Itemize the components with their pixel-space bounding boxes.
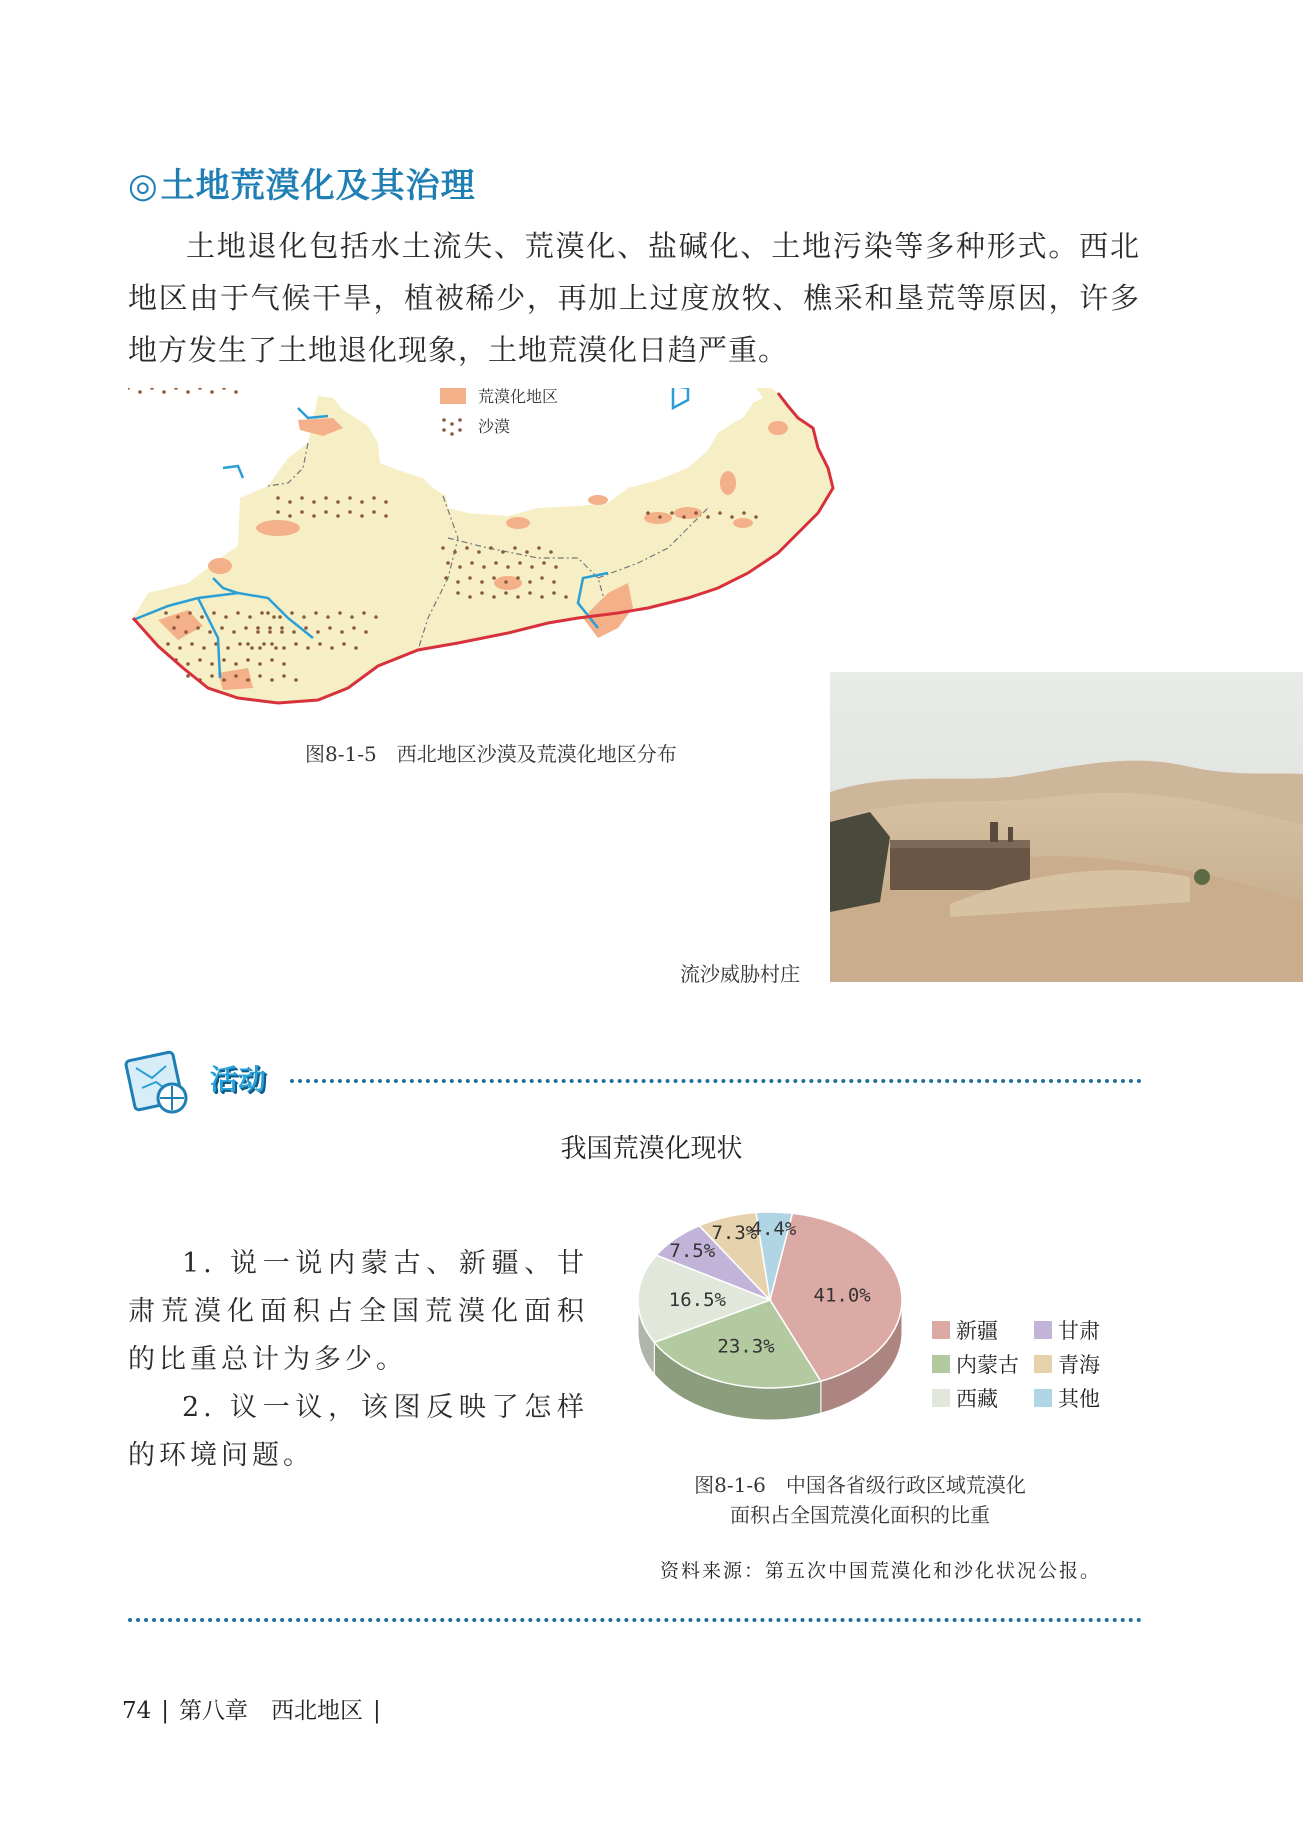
pie-legend-swatch-其他 xyxy=(1034,1389,1052,1407)
page-number: 74 xyxy=(122,1698,152,1724)
pie-legend-swatch-新疆 xyxy=(932,1321,950,1339)
legend-label-desertified: 荒漠化地区 xyxy=(478,388,559,406)
pie-caption-line-2: 面积占全国荒漠化面积的比重 xyxy=(730,1503,990,1527)
activity-map-icon xyxy=(122,1048,202,1118)
pie-legend-label-新疆: 新疆 xyxy=(956,1319,998,1343)
section-mark: ◎ xyxy=(128,166,159,206)
activity-divider-top xyxy=(290,1079,1142,1083)
data-source: 资料来源：第五次中国荒漠化和沙化状况公报。 xyxy=(660,1560,1102,1582)
legend-swatch-desertified xyxy=(440,388,466,404)
pie-legend-swatch-西藏 xyxy=(932,1389,950,1407)
pie-label-西藏: 16.5% xyxy=(668,1289,727,1312)
legend-swatch-desert xyxy=(442,418,462,436)
map-caption: 图8-1-5 西北地区沙漠及荒漠化地区分布 xyxy=(305,742,677,766)
pie-label-新疆: 41.0% xyxy=(813,1284,871,1307)
question-1: 1. 说一说内蒙古、新疆、甘肃荒漠化面积占全国荒漠化面积的比重总计为多少。 xyxy=(128,1248,588,1375)
activity-label: 活动 xyxy=(210,1063,267,1096)
pie-caption-line-1: 图8-1-6 中国各省级行政区域荒漠化 xyxy=(694,1473,1026,1497)
section-title-text: 土地荒漠化及其治理 xyxy=(160,166,476,206)
activity-questions xyxy=(128,1240,588,1480)
pie-legend-label-内蒙古: 内蒙古 xyxy=(956,1353,1019,1377)
pie-legend-swatch-青海 xyxy=(1034,1355,1052,1373)
pie-legend-label-其他: 其他 xyxy=(1058,1387,1100,1411)
pie-label-内蒙古: 23.3% xyxy=(717,1335,775,1358)
question-2: 2. 议一议，该图反映了怎样的环境问题。 xyxy=(128,1392,588,1471)
photo-caption: 流沙威胁村庄 xyxy=(680,962,800,986)
pie-legend-swatch-甘肃 xyxy=(1034,1321,1052,1339)
sand-dune-photo xyxy=(830,672,1303,982)
pie-caption xyxy=(640,1470,1080,1530)
northwest-desertification-map xyxy=(128,388,888,718)
pie-legend-label-青海: 青海 xyxy=(1058,1353,1100,1377)
intro-paragraph: 土地退化包括水土流失、荒漠化、盐碱化、土地污染等多种形式。西北地区由于气候干旱，植被稀少，再加上过度放牧、樵采和垦荒等原因，许多地方发生了土地退化现象，土地荒漠化日趋严重。 xyxy=(128,229,1140,367)
map-legend xyxy=(440,388,558,436)
page-footer: 74 | 第八章 西北地区 | xyxy=(122,1698,381,1724)
section-title xyxy=(128,158,476,207)
pie-legend xyxy=(932,1319,1100,1411)
pie-label-甘肃: 7.5% xyxy=(669,1239,716,1262)
pie-legend-label-西藏: 西藏 xyxy=(956,1387,998,1411)
pie-label-其他: 4.4% xyxy=(750,1217,797,1240)
pie-label-青海: 7.3% xyxy=(711,1221,758,1244)
pie-legend-label-甘肃: 甘肃 xyxy=(1058,1319,1100,1343)
activity-heading: 我国荒漠化现状 xyxy=(560,1134,743,1164)
legend-label-desert: 沙漠 xyxy=(478,417,511,436)
pie-legend-swatch-内蒙古 xyxy=(932,1355,950,1373)
activity-divider-bottom xyxy=(128,1618,1142,1622)
desertification-pie-chart xyxy=(620,1205,1140,1445)
chapter-title: 第八章 西北地区 xyxy=(179,1698,364,1724)
